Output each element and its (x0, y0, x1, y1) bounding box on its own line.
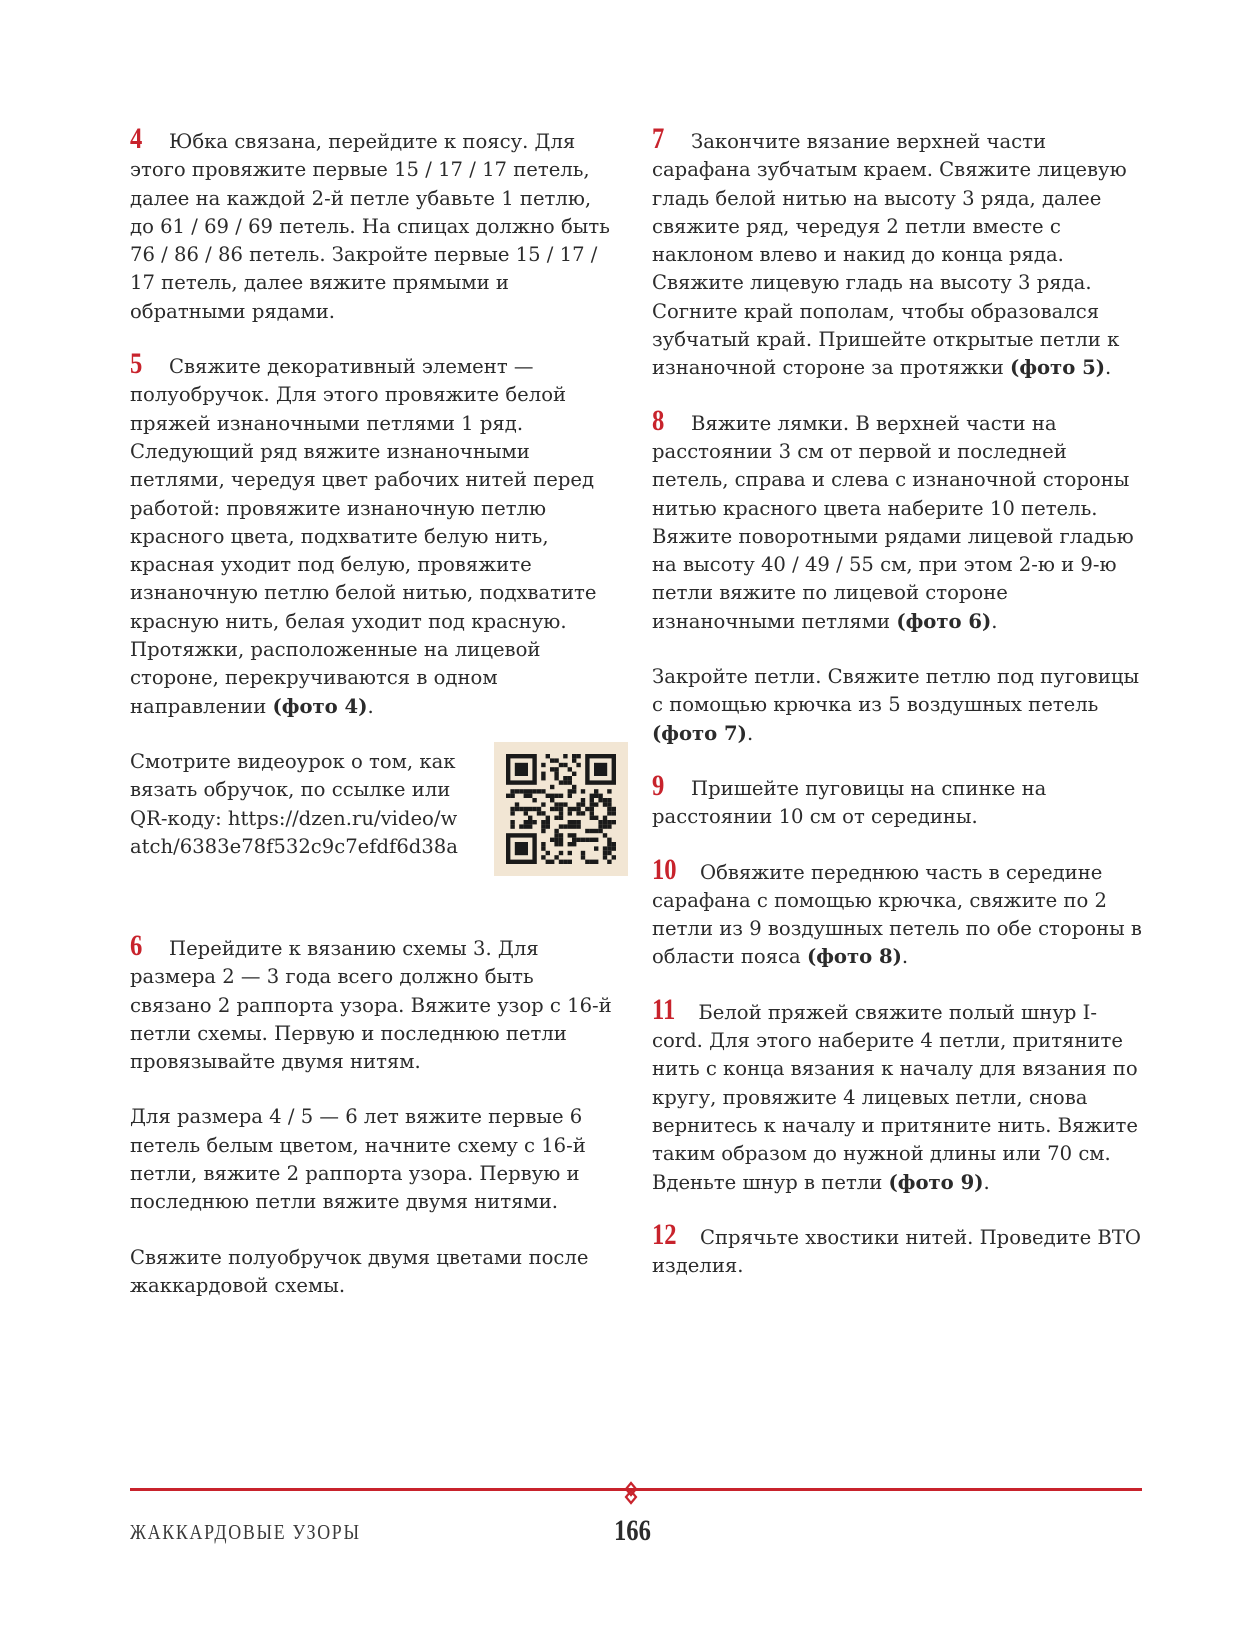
paragraph-size: Для размера 4 / 5 — 6 лет вяжите первые 6 петель белым цветом, начните схему с 16-й петли, вяжите 2 раппорта узора. Первую и последнюю петли вяжите двумя нитями. (130, 1105, 586, 1214)
video-note-text: Смотрите видеоурок о том, как вязать обручок, по ссылке или QR-коду: https://dzen.ru/video/watch/6383e78f532c9c7efdf6d38a (130, 749, 458, 858)
step-10: 10 Обвяжите переднюю часть в середине сарафана с помощью крючка, свяжите по 2 петли из 9 воздушных петель по обе стороны в области пояса (фото 8). (652, 852, 1142, 969)
right-column (652, 122, 1142, 1307)
step-text: Спрячьте хвостики нитей. Проведите ВТО изделия. (652, 1225, 1141, 1278)
step-9 (652, 768, 1142, 832)
step-6 (130, 928, 618, 1076)
step-7: 7 Закончите вязание верхней части сарафана зубчатым краем. Свяжите лицевую гладь белой нитью на высоту 3 ряда, далее свяжите ряд, чередуя 2 петли вместе с наклоном влево и накид до конца ряда. Свяжите лицевую гладь на высоту 3 ряда. Согните край пополам, чтобы образовался зубчатый край. Пришейте открытые петли к изнаночной стороне за протяжки (фото 5). (652, 122, 1127, 380)
step-number: 4 (130, 122, 143, 155)
step-text: Перейдите к вязанию схемы 3. Для размера 2 — 3 года всего должно быть связано 2 раппорта узора. Вяжите узор с 16-й петли схемы. Первую и последнюю петли провязывайте двумя нитям. (130, 936, 612, 1074)
photo-ref: (фото 5) (1010, 356, 1105, 380)
step-number: 12 (652, 1217, 677, 1251)
step-text: Обвяжите переднюю часть в середине сарафана с помощью крючка, свяжите по 2 петли из 9 воздушных петель по обе стороны в области пояса (652, 860, 1142, 969)
paragraph-text: Закройте петли. Свяжите петлю под пуговицы с помощью крючка из 5 воздушных петель (652, 665, 1140, 717)
diamond-ornament-icon (624, 1481, 638, 1505)
step-number: 7 (652, 122, 665, 155)
page-number: 166 (614, 1514, 651, 1547)
paragraph-half-hoop: Свяжите полуобручок двумя цветами после жаккардовой схемы. (130, 1245, 589, 1297)
step-text: Белой пряжей свяжите полый шнур I-cord. Для этого наберите 4 петли, притяните нить с конца вязания к началу для вязания по кругу, провяжите 4 лицевых петли, снова вернитесь к началу и притяните нить. Вяжите таким образом до нужной длины или 70 см. Вденьте шнур в петли (652, 1000, 1138, 1194)
step-8: 8 Вяжите лямки. В верхней части на расстоянии 3 см от первой и последней петель, справа и слева с изнаночной стороны нитью красного цвета наберите 10 петель. Вяжите поворотными рядами лицевой гладью на высоту 40 / 49 / 55 см, при этом 2-ю и 9-ю петли вяжите по лицевой стороне изнаночными петлями (фото 6). (652, 403, 1134, 633)
step-11: 11 Белой пряжей свяжите полый шнур I-cord. Для этого наберите 4 петли, притяните нить с конца вязания к началу для вязания по кругу, провяжите 4 лицевых петли, снова вернитесь к началу и притяните нить. Вяжите таким образом до нужной длины или 70 см. Вденьте шнур в петли (фото 9). (652, 992, 1138, 1194)
step-number: 9 (652, 768, 665, 802)
photo-ref: (фото 7) (652, 721, 747, 745)
step-4 (130, 122, 618, 326)
qr-code-panel[interactable] (494, 742, 628, 876)
photo-ref: (фото 4) (272, 694, 368, 718)
left-column (130, 122, 618, 1327)
step-text: Вяжите лямки. В верхней части на расстоянии 3 см от первой и последней петель, справа и слева с изнаночной стороны нитью красного цвета наберите 10 петель. Вяжите поворотными рядами лицевой гладью на высоту 40 / 49 / 55 см, при этом 2-ю и 9-ю петли вяжите по лицевой стороне изнаночными петлями (652, 411, 1134, 633)
step-number: 5 (130, 347, 143, 381)
step-text: Свяжите декоративный элемент — полуобручок. Для этого провяжите белой пряжей изнаночными петлями 1 ряд. Следующий ряд вяжите изнаночными петлями, чередуя цвет рабочих нитей перед работой: провяжите изнаночную петлю красного цвета, подхватите белую нить, красная уходит под белую, провяжите изнаночную петлю белой нитью, подхватите красную нить, белая уходит под красную. Протяжки, расположенные на лицевой стороне, перекручиваются в одном направлении (130, 355, 597, 718)
qr-code-icon (506, 754, 616, 864)
step-number: 8 (652, 403, 665, 437)
photo-ref: (фото 8) (806, 945, 902, 969)
step-12 (652, 1217, 1142, 1281)
step-5: 5 Свяжите декоративный элемент — полуобручок. Для этого провяжите белой пряжей изнаночными петлями 1 ряд. Следующий ряд вяжите изнаночными петлями, чередуя цвет рабочих нитей перед работой: провяжите изнаночную петлю красного цвета, подхватите белую нить, красная уходит под белую, провяжите изнаночную петлю белой нитью, подхватите красную нить, белая уходит под красную. Протяжки, расположенные на лицевой стороне, перекручиваются в одном направлении (фото 4). (130, 347, 597, 718)
paragraph-close: Закройте петли. Свяжите петлю под пуговицы с помощью крючка из 5 воздушных петель (фото 7). (652, 665, 1140, 745)
step-number: 6 (130, 928, 143, 962)
step-text: Пришейте пуговицы на спинке на расстоянии 10 см от середины. (652, 776, 1047, 829)
video-note (130, 748, 618, 908)
step-text: Юбка связана, перейдите к поясу. Для этого провяжите первые 15 / 17 / 17 петель, далее на каждой 2-й петле убавьте 1 петлю, до 61 / 69 / 69 петель. На спицах должно быть 76 / 86 / 86 петель. Закройте первые 15 / 17 / 17 петель, далее вяжите прямыми и обратными рядами. (130, 130, 610, 323)
step-number: 11 (652, 992, 676, 1026)
running-title: ЖАККАРДОВЫЕ УЗОРЫ (130, 1520, 361, 1544)
step-number: 10 (652, 852, 677, 886)
photo-ref: (фото 9) (888, 1170, 984, 1194)
photo-ref: (фото 6) (896, 609, 992, 633)
step-text: Закончите вязание верхней части сарафана зубчатым краем. Свяжите лицевую гладь белой нитью на высоту 3 ряда, далее свяжите ряд, чередуя 2 петли вместе с наклоном влево и накид до конца ряда. Свяжите лицевую гладь на высоту 3 ряда. Согните край пополам, чтобы образовался зубчатый край. Пришейте открытые петли к изнаночной стороне за протяжки (652, 130, 1127, 380)
